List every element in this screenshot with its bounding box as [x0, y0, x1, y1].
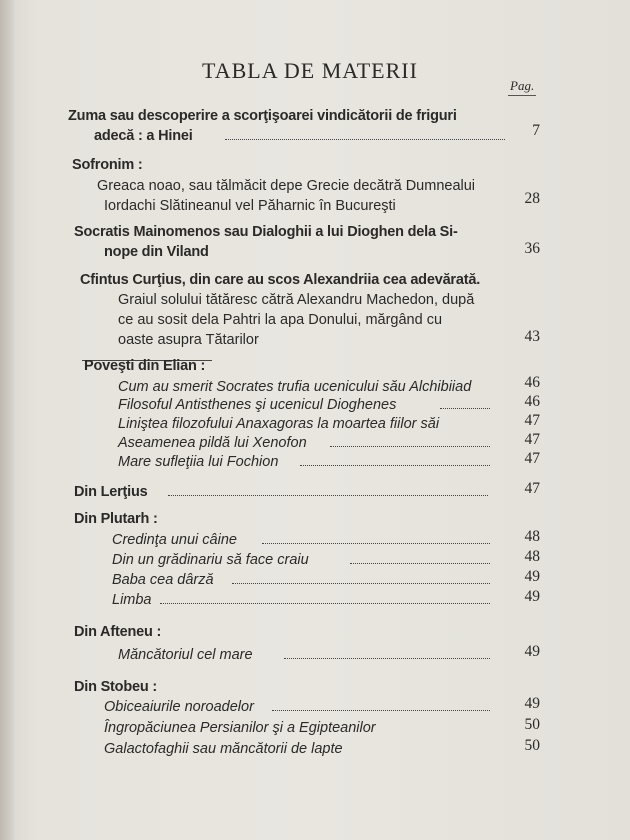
toc-leader — [225, 126, 505, 146]
toc-entry-elian-1: Cum au smerit Socrates trufia ucenicului său Alchibiiad — [118, 379, 472, 395]
toc-entry-plutarh-4: Limba — [112, 592, 152, 608]
toc-entry-socratis-line2: nope din Viland — [104, 244, 209, 260]
toc-leader — [160, 590, 490, 610]
toc-entry-elian-5: Mare sufleţiia lui Fochion — [118, 454, 279, 470]
toc-page-plutarh-4: 49 — [524, 588, 540, 605]
toc-page-curtius: 43 — [524, 328, 540, 345]
toc-page-plutarh-3: 49 — [524, 568, 540, 585]
toc-entry-sofronim-line1: Greaca noao, sau tălmăcit depe Grecie decătră Dumnealui — [97, 178, 476, 194]
toc-leader — [330, 433, 490, 453]
toc-page-socratis: 36 — [524, 240, 540, 257]
toc-page-stobeu-2: 50 — [524, 716, 540, 733]
toc-page-elian-2: 46 — [524, 393, 540, 410]
toc-leader — [272, 697, 490, 717]
page-title: TABLA DE MATERII — [202, 58, 418, 83]
toc-section-sofronim: Sofronim : — [72, 157, 143, 173]
toc-leader — [440, 395, 490, 415]
toc-entry-zuma-line2: adecă : a Hinei — [94, 128, 193, 144]
page-column-label: Pag. — [508, 78, 536, 96]
toc-page-elian-1: 46 — [524, 374, 540, 391]
toc-entry-stobeu-2: Îngropăciunea Persianilor şi a Egipteanilor — [104, 720, 376, 736]
toc-entry-elian-2: Filosoful Antisthenes şi ucenicul Dioghenes — [118, 397, 397, 413]
toc-leader — [262, 530, 490, 550]
toc-page-elian-3: 47 — [524, 412, 540, 429]
toc-page-elian-4: 47 — [524, 431, 540, 448]
toc-entry-curtius-line4: oaste asupra Tătarilor — [118, 332, 259, 348]
toc-section-lertius: Din Lerţius — [74, 484, 148, 500]
toc-entry-elian-3: Liniştea filozofului Anaxagoras la moartea fiilor săi — [118, 416, 440, 432]
toc-leader — [168, 482, 488, 502]
toc-leader — [300, 452, 490, 472]
toc-leader — [350, 550, 490, 570]
toc-page-lertius: 47 — [524, 480, 540, 497]
toc-entry-plutarh-1: Credinţa unui câine — [112, 532, 237, 548]
page-gutter — [0, 0, 14, 840]
toc-entry-stobeu-3: Galactofaghii sau măncătorii de lapte — [104, 741, 343, 757]
toc-section-stobeu: Din Stobeu : — [74, 679, 157, 695]
toc-page-elian-5: 47 — [524, 450, 540, 467]
toc-leader — [284, 645, 490, 665]
toc-entry-socratis-line1: Socratis Mainomenos sau Dialoghii a lui Dioghen dela Si- — [74, 224, 458, 240]
toc-entry-sofronim-line2: Iordachi Slătineanul vel Păharnic în Bucureşti — [104, 198, 396, 214]
toc-entry-zuma-line1: Zuma sau descoperire a scorţişoarei vindicătorii de friguri — [68, 108, 457, 124]
toc-entry-plutarh-2: Din un grădinariu să face craiu — [112, 552, 309, 568]
toc-page-zuma: 7 — [532, 122, 540, 139]
toc-entry-stobeu-1: Obiceaiurile noroadelor — [104, 699, 254, 715]
toc-page-stobeu-1: 49 — [524, 695, 540, 712]
toc-page-plutarh-1: 48 — [524, 528, 540, 545]
toc-entry-curtius-line1: Cfintus Curţius, din care au scos Alexandriia cea adevărată. — [80, 272, 481, 288]
toc-entry-elian-4: Aseamenea pildă lui Xenofon — [118, 435, 307, 451]
toc-page-plutarh-2: 48 — [524, 548, 540, 565]
toc-section-afteneu: Din Afteneu : — [74, 624, 162, 640]
toc-page-afteneu-1: 49 — [524, 643, 540, 660]
toc-leader — [232, 570, 490, 590]
toc-page-stobeu-3: 50 — [524, 737, 540, 754]
toc-entry-plutarh-3: Baba cea dârză — [112, 572, 214, 588]
toc-section-plutarh: Din Plutarh : — [74, 511, 158, 527]
toc-entry-afteneu-1: Măncătoriul cel mare — [118, 647, 253, 663]
toc-entry-curtius-line3: ce au sosit dela Pahtri la apa Donului, mărgând cu — [118, 312, 443, 328]
toc-entry-curtius-line2: Graiul solului tătăresc cătră Alexandru Machedon, după — [118, 292, 475, 308]
toc-section-elian: Poveşti din Elian : — [84, 358, 206, 374]
toc-page-sofronim: 28 — [524, 190, 540, 207]
